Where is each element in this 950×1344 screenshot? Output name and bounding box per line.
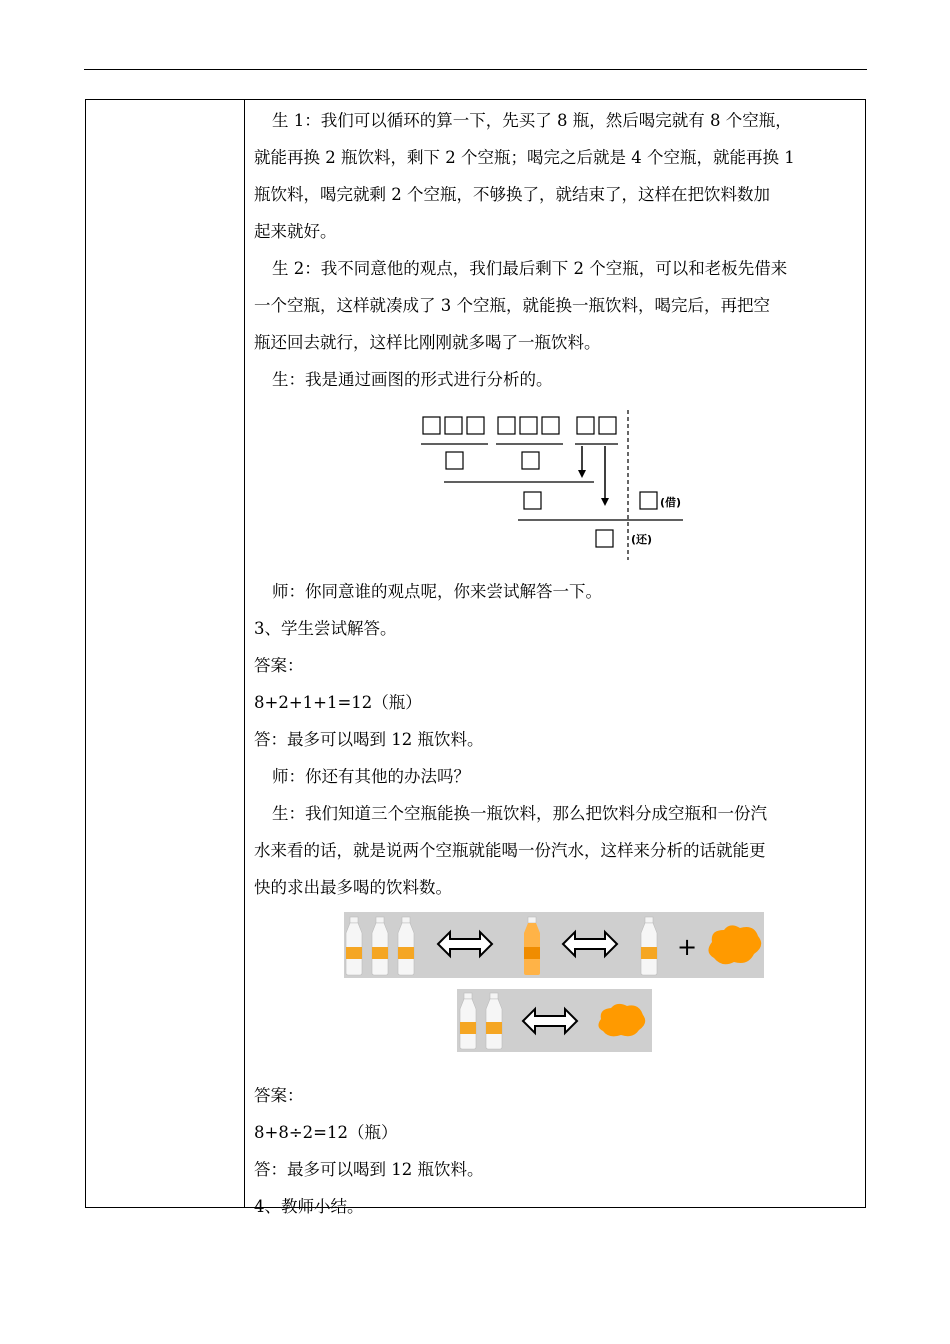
student4-line-3: 快的求出最多喝的饮料数。	[254, 878, 452, 897]
double-arrow-icon	[523, 1009, 577, 1033]
header-rule	[84, 69, 867, 70]
student1-line-3: 瓶饮料，喝完就剩 2 个空瓶，不够换了，就结束了，这样在把饮料数加	[254, 185, 770, 204]
bottle-box	[599, 417, 616, 434]
formula-1: 8+2+1+1=12（瓶）	[254, 693, 422, 712]
student1-line-1: 生 1：我们可以循环的算一下，先买了 8 瓶，然后喝完就有 8 个空瓶，	[272, 111, 792, 130]
student3-line: 生：我是通过画图的形式进行分析的。	[272, 370, 553, 389]
empty-bottle-icon	[346, 917, 362, 975]
bottle-box	[467, 417, 484, 434]
empty-bottle-icon	[460, 993, 476, 1049]
return-label: (还)	[631, 533, 653, 546]
student2-line-1: 生 2：我不同意他的观点，我们最后剩下 2 个空瓶，可以和老板先借来	[272, 259, 788, 278]
lesson-content	[254, 102, 858, 1225]
bottle-box	[423, 417, 440, 434]
juice-splash-icon	[598, 1004, 645, 1036]
arrow-2-head	[601, 498, 609, 506]
bottle-box	[577, 417, 594, 434]
bottle-box	[524, 492, 541, 509]
step3-heading: 3、学生尝试解答。	[254, 619, 397, 638]
teacher-line-1: 师：你同意谁的观点呢，你来尝试解答一下。	[272, 582, 602, 601]
step4-heading: 4、教师小结。	[254, 1197, 364, 1216]
double-arrow-icon	[438, 932, 492, 956]
formula-2: 8+8÷2=12（瓶）	[254, 1123, 398, 1142]
bottle-box	[542, 417, 559, 434]
empty-bottle-icon	[486, 993, 502, 1049]
answer-1: 答：最多可以喝到 12 瓶饮料。	[254, 730, 484, 749]
bottle-box	[522, 452, 539, 469]
bottle-box	[445, 417, 462, 434]
student2-line-2: 一个空瓶，这样就凑成了 3 个空瓶，就能换一瓶饮料，喝完后，再把空	[254, 296, 770, 315]
empty-bottle-icon	[372, 917, 388, 975]
student4-line-1: 生：我们知道三个空瓶能换一瓶饮料，那么把饮料分成空瓶和一份汽	[272, 804, 767, 823]
student1-line-4: 起来就好。	[254, 222, 337, 241]
bottle-exchange-diagram	[418, 410, 691, 560]
answer-label-1: 答案：	[254, 656, 304, 675]
exchange-picture-1	[344, 912, 764, 978]
arrow-1-head	[578, 470, 586, 478]
double-arrow-icon	[563, 932, 617, 956]
teacher-line-2: 师：你还有其他的办法吗？	[272, 767, 470, 786]
juice-splash-icon	[708, 925, 761, 964]
bottle-box	[640, 492, 657, 509]
bottle-box	[446, 452, 463, 469]
student2-line-3: 瓶还回去就行，这样比刚刚就多喝了一瓶饮料。	[254, 333, 601, 352]
bottle-box	[596, 530, 613, 547]
answer-2: 答：最多可以喝到 12 瓶饮料。	[254, 1160, 484, 1179]
empty-bottle-icon	[398, 917, 414, 975]
plus-sign: +	[677, 933, 698, 961]
full-bottle-icon	[524, 917, 540, 975]
bottle-box	[498, 417, 515, 434]
borrow-label: (借)	[660, 496, 682, 509]
student4-line-2: 水来看的话，就是说两个空瓶就能喝一份汽水，这样来分析的话就能更	[254, 841, 766, 860]
empty-bottle-icon	[641, 917, 657, 975]
table-column-divider	[244, 99, 245, 1208]
student1-line-2: 就能再换 2 瓶饮料，剩下 2 个空瓶；喝完之后就是 4 个空瓶，就能再换 1	[254, 148, 795, 167]
exchange-picture-2	[457, 989, 652, 1052]
bottle-box	[520, 417, 537, 434]
answer-label-2: 答案：	[254, 1086, 304, 1105]
